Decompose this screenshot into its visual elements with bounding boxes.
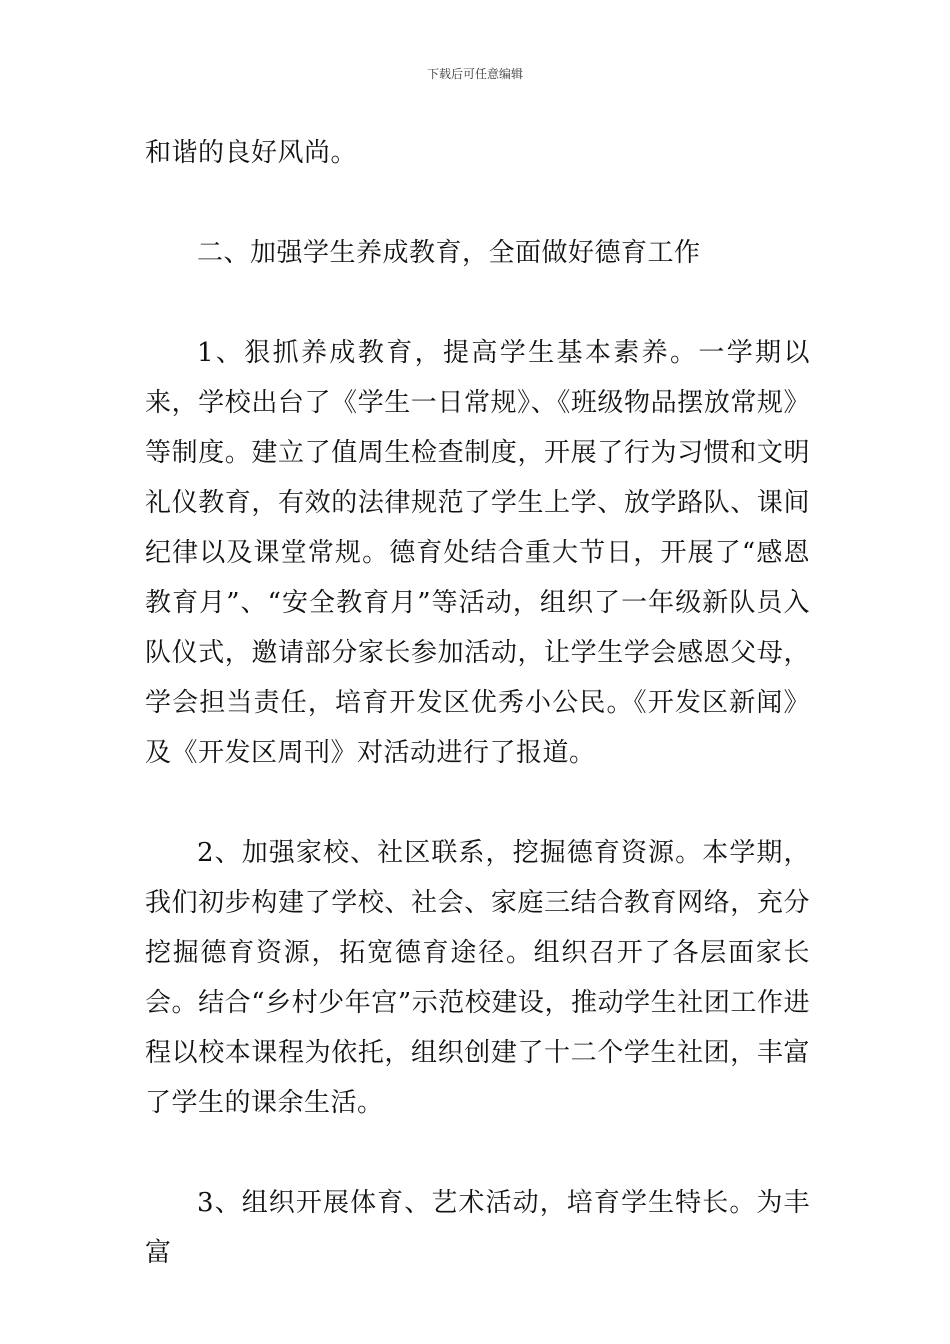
paragraph-continuation: 和谐的良好风尚。	[145, 138, 358, 168]
paragraph-item-3: 3、组织开展体育、艺术活动，培育学生特长。为丰富	[145, 1188, 810, 1268]
paragraph-item-2: 2、加强家校、社区联系，挖掘德育资源。本学期，我们初步构建了学校、社会、家庭三结合教育网络，充分挖掘德育资源，拓宽德育途径。组织召开了各层面家长会。结合“乡村少年宫”示范校建设，推动学生社团工作进程以校本课程为依托，组织创建了十二个学生社团，丰富了学生的课余生活。	[145, 838, 810, 1118]
paragraph-gap	[145, 178, 810, 228]
paragraph-gap	[145, 778, 810, 828]
document-body	[145, 128, 810, 1278]
paragraph-gap	[145, 278, 810, 328]
page-header: 下载后可任意编辑	[426, 67, 523, 81]
paragraph-gap	[145, 1128, 810, 1178]
paragraph-item-1: 1、狠抓养成教育，提高学生基本素养。一学期以来，学校出台了《学生一日常规》、《班级物品摆放常规》等制度。建立了值周生检查制度，开展了行为习惯和文明礼仪教育，有效的法律规范了学生上学、放学路队、课间纪律以及课堂常规。德育处结合重大节日，开展了“感恩教育月”、“安全教育月”等活动，组织了一年级新队员入队仪式，邀请部分家长参加活动，让学生学会感恩父母，学会担当责任，培育开发区优秀小公民。《开发区新闻》及《开发区周刊》对活动进行了报道。	[145, 338, 810, 768]
section-heading: 二、加强学生养成教育，全面做好德育工作	[197, 238, 701, 268]
